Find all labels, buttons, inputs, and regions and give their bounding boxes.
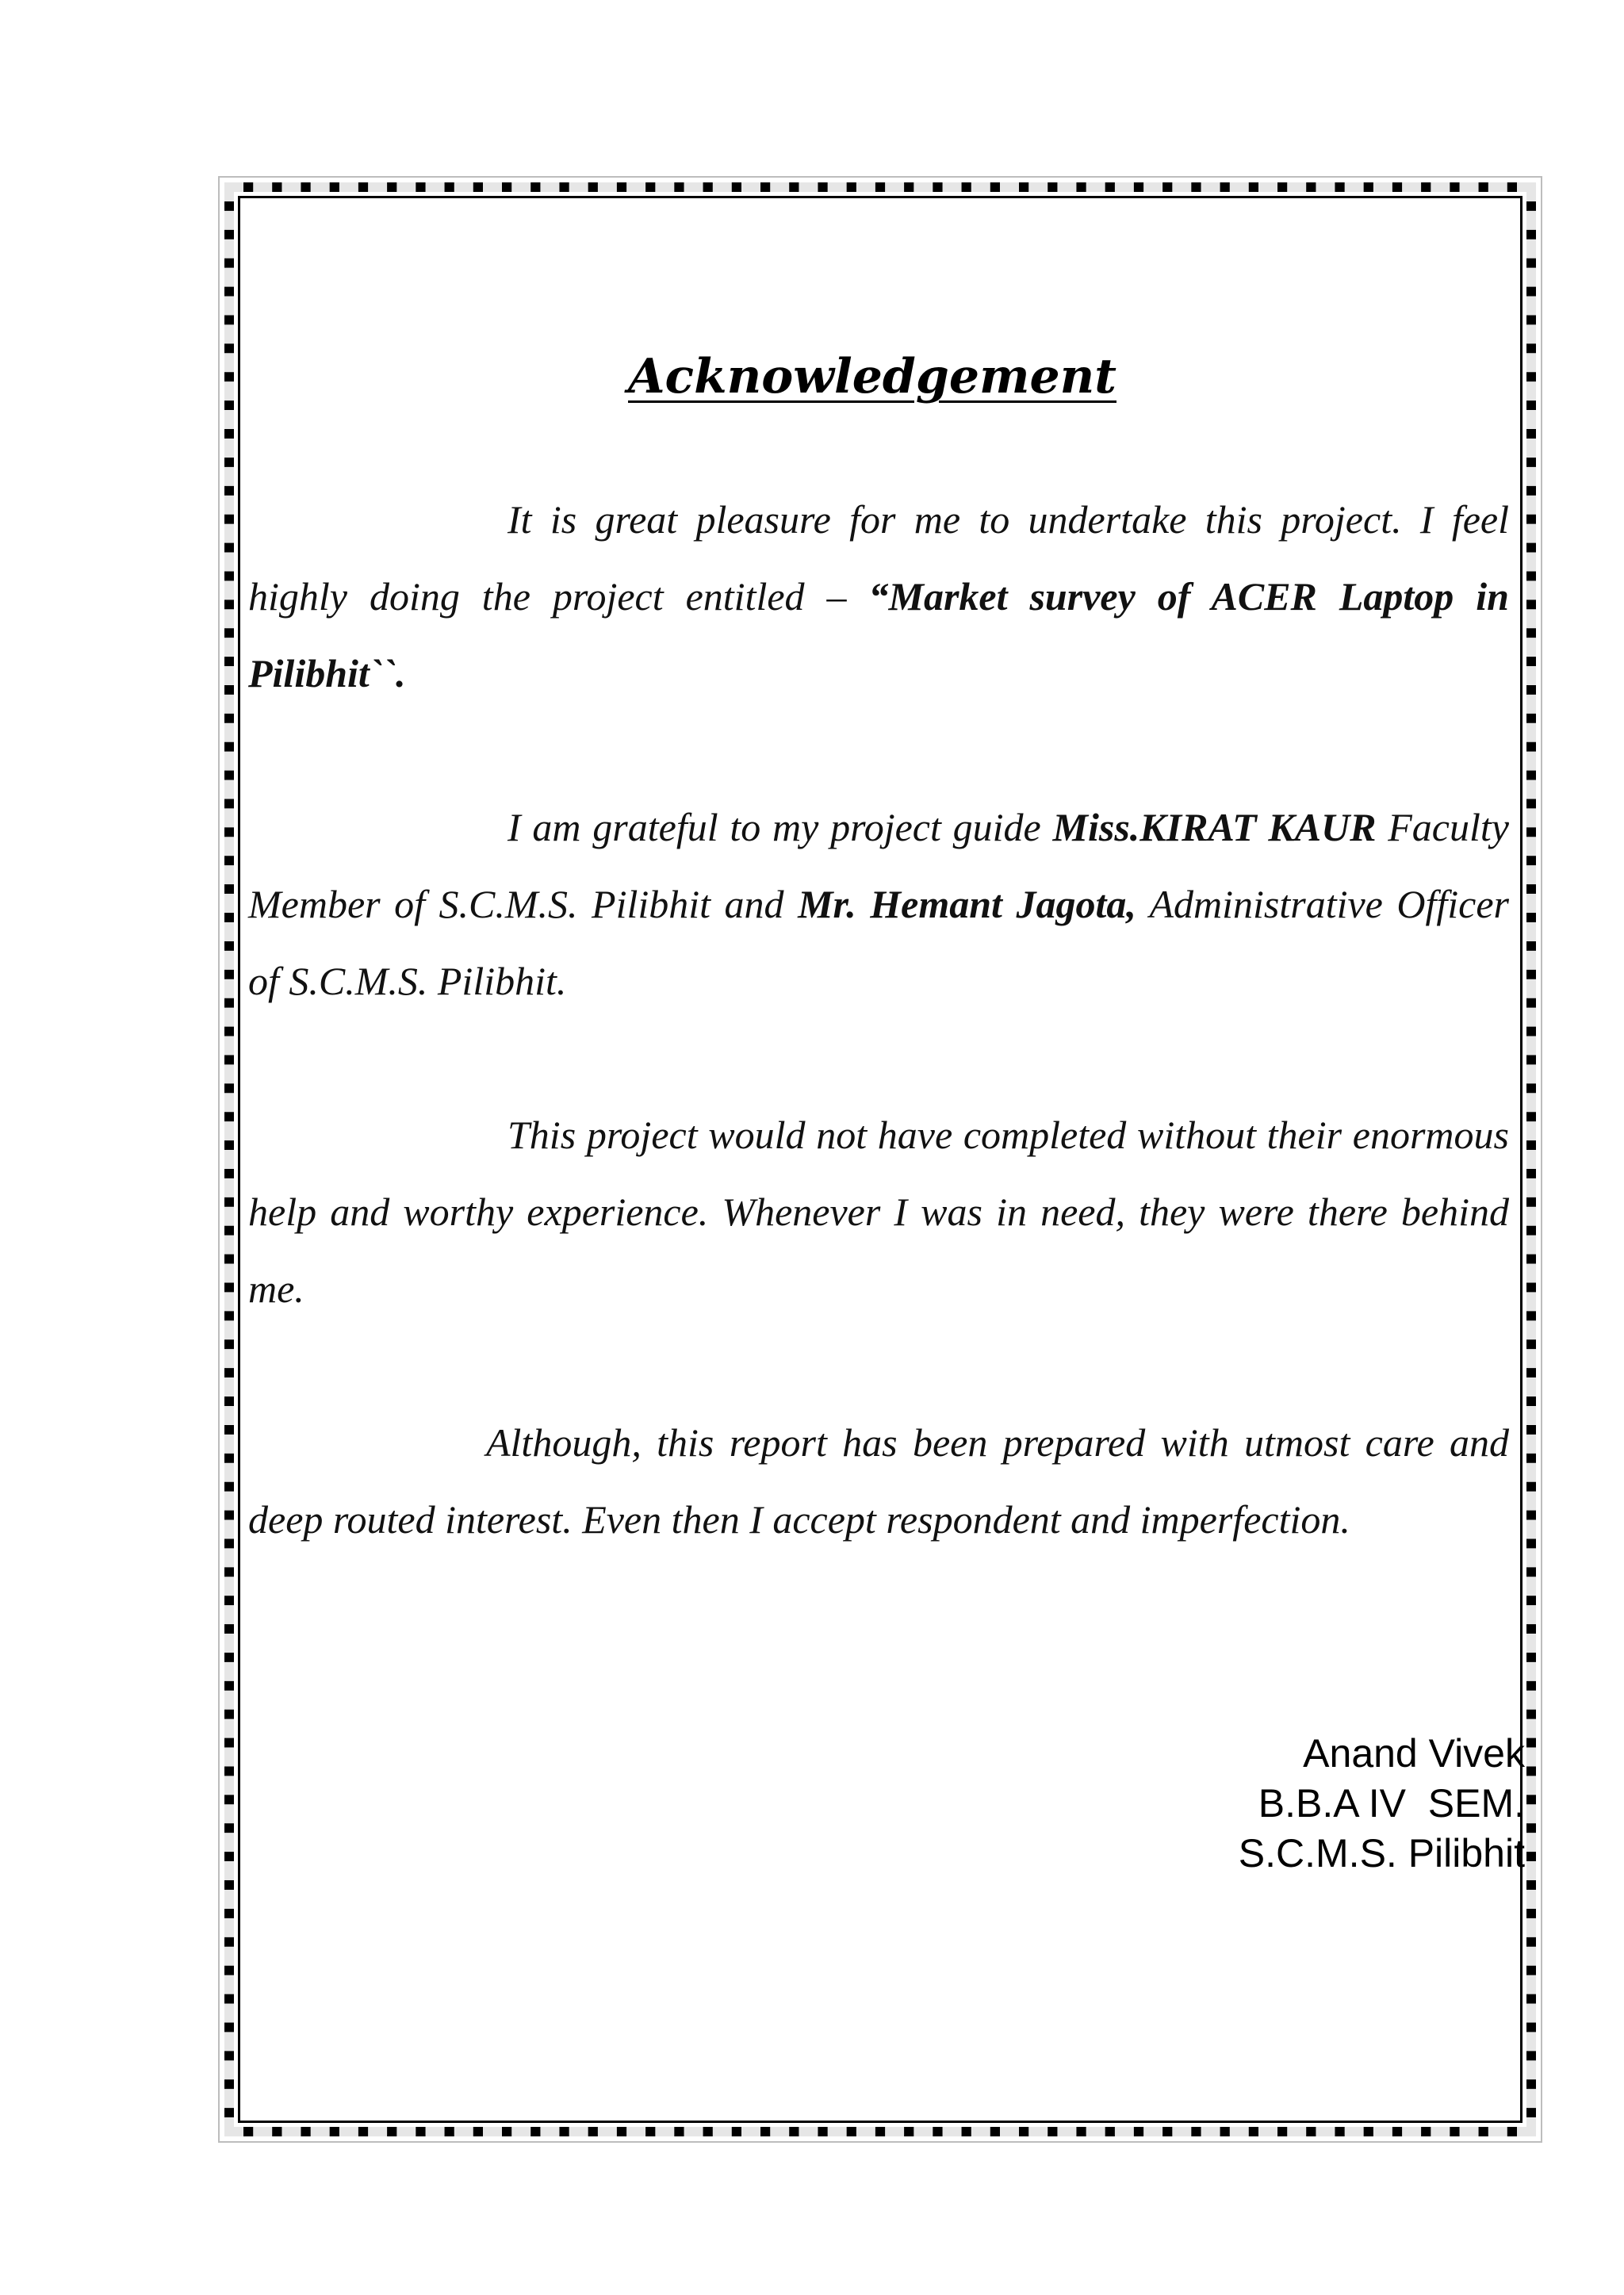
acknowledgement-body — [248, 333, 1509, 1558]
paragraph-2-text-b: Faculty Member of S.C.M.S. Pilibhit and — [248, 805, 1509, 926]
paragraph-4 — [248, 1404, 1509, 1558]
officer-name: Mr. Hemant Jagota, — [798, 882, 1136, 926]
signature-institute: S.C.M.S. Pilibhit — [1238, 1831, 1525, 1875]
paragraph-2-text-c: Administrative Officer of S.C.M.S. Pilibhit. — [248, 882, 1510, 1003]
paragraph-2-text-a: I am grateful to my project guide — [508, 805, 1053, 849]
guide-name: Miss.KIRAT KAUR — [1052, 805, 1377, 849]
signature-name: Anand Vivek — [1303, 1731, 1525, 1776]
paragraph-1-text: It is great pleasure for me to undertake this project. I feel highly doing the project entitled – — [248, 497, 1509, 619]
paragraph-1 — [248, 481, 1509, 712]
paragraph-3-text: This project would not have completed without their enormous help and worthy experience. Whenever I was in need, they were there behind me. — [248, 1113, 1509, 1311]
paragraph-3 — [248, 1097, 1509, 1328]
signature-course: B.B.A IV SEM. — [1258, 1781, 1525, 1826]
project-title: “Market survey of ACER Laptop in Pilibhit``. — [248, 574, 1509, 695]
page-title: Acknowledgement — [628, 349, 1116, 404]
paragraph-2 — [248, 789, 1509, 1020]
signature-block — [1239, 1729, 1525, 1879]
paragraph-4-text: Although, this report has been prepared with utmost care and deep routed interest. Even then I accept respondent and imperfection. — [248, 1420, 1509, 1542]
